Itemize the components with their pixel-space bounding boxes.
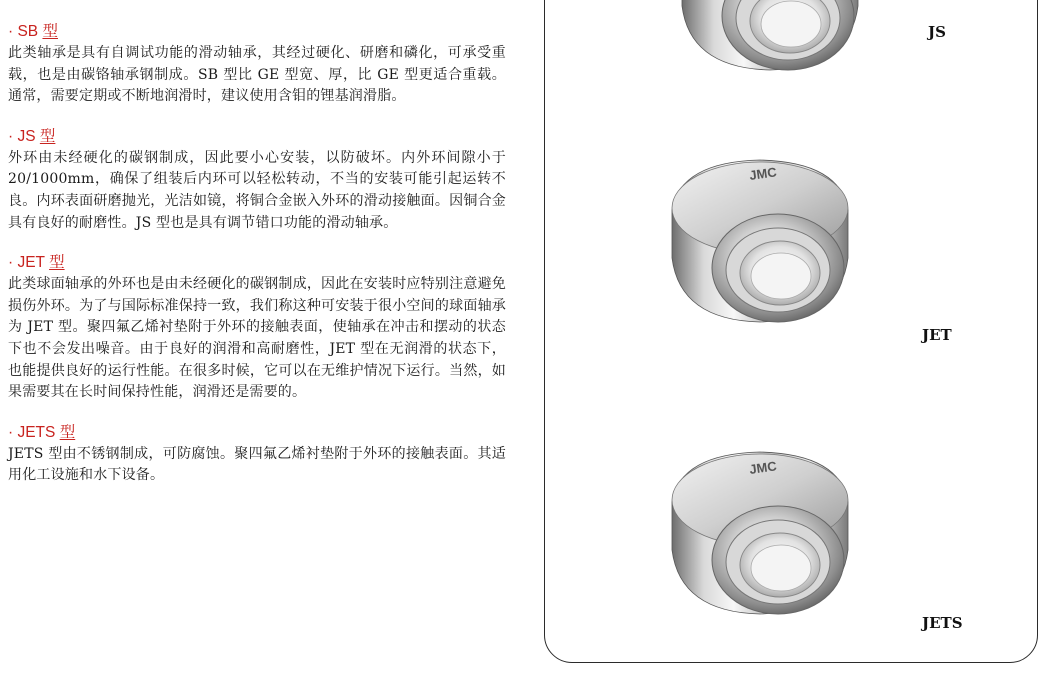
heading-type-suffix: 型 <box>39 127 56 145</box>
bearing-image-jets <box>660 432 860 632</box>
section-js <box>8 127 506 234</box>
bearing-image-js <box>670 0 870 88</box>
section-body-js: 外环由未经硬化的碳钢制成，因此要小心安装，以防破坏。内外环间隙小于 20/1000mm，确保了组装后内环可以轻松转动，不当的安装可能引起运转不良。内环表面研磨抛光，光洁如镜，将铜合金嵌入外环的滑动接触面。因铜合金具有良好的耐磨性。JS 型也是具有调节错口功能的滑动轴承。 <box>8 149 506 231</box>
section-body-jet: 此类球面轴承的外环也是由未经硬化的碳钢制成，因此在安装时应特别注意避免损伤外环。为了与国际标准保持一致，我们称这种可安装于很小空间的球面轴承为 JET 型。聚四氟乙烯衬垫附于外环的接触表面，使轴承在冲击和摆动的状态下也不会发出噪音。由于良好的润滑和高耐磨性，JET 型在无润滑的状态下，也能提供良好的运行性能。在很多时候，它可以在无维护情况下运行。当然，如果需要其在长时间保持性能，润滑还是需要的。 <box>8 276 506 401</box>
heading-model: JETS <box>17 423 56 441</box>
heading-model: JS <box>17 127 36 145</box>
section-body-jets: JETS 型由不锈钢制成，可防腐蚀。聚四氟乙烯衬垫附于外环的接触表面。其适用化工设施和水下设备。 <box>8 445 506 484</box>
section-body-sb: 此类轴承是具有自调试功能的滑动轴承，其经过硬化、研磨和磷化，可承受重载，也是由碳铬轴承钢制成。SB 型比 GE 型宽、厚，比 GE 型更适合重载。通常，需要定期或不断地润滑时，建议使用含钼的锂基润滑脂。 <box>8 45 506 105</box>
section-jets <box>8 423 506 487</box>
section-heading-js <box>8 127 506 147</box>
heading-bullet: · <box>8 23 18 40</box>
bearing-image-jet <box>660 140 860 340</box>
section-heading-sb <box>8 22 506 42</box>
brand-mark: JMC <box>748 458 778 477</box>
brand-mark: JMC <box>748 164 778 183</box>
section-jet <box>8 253 506 404</box>
heading-bullet: · <box>8 423 18 441</box>
product-label-jet: JET <box>922 326 952 344</box>
heading-type-suffix: 型 <box>42 23 58 40</box>
bearing-illustration <box>660 140 860 340</box>
heading-bullet: · <box>8 127 18 145</box>
section-heading-jet <box>8 253 506 273</box>
heading-model: SB <box>17 23 39 40</box>
section-heading-jets <box>8 423 506 443</box>
product-label-jets: JETS <box>922 614 963 632</box>
bearing-illustration <box>670 0 870 88</box>
bearing-illustration <box>660 432 860 632</box>
heading-bullet: · <box>8 254 18 272</box>
description-column <box>8 22 506 506</box>
heading-type-suffix: 型 <box>49 254 65 272</box>
heading-model: JET <box>17 254 45 272</box>
product-label-js: JS <box>928 23 946 41</box>
heading-type-suffix: 型 <box>59 423 76 441</box>
section-sb <box>8 22 506 108</box>
